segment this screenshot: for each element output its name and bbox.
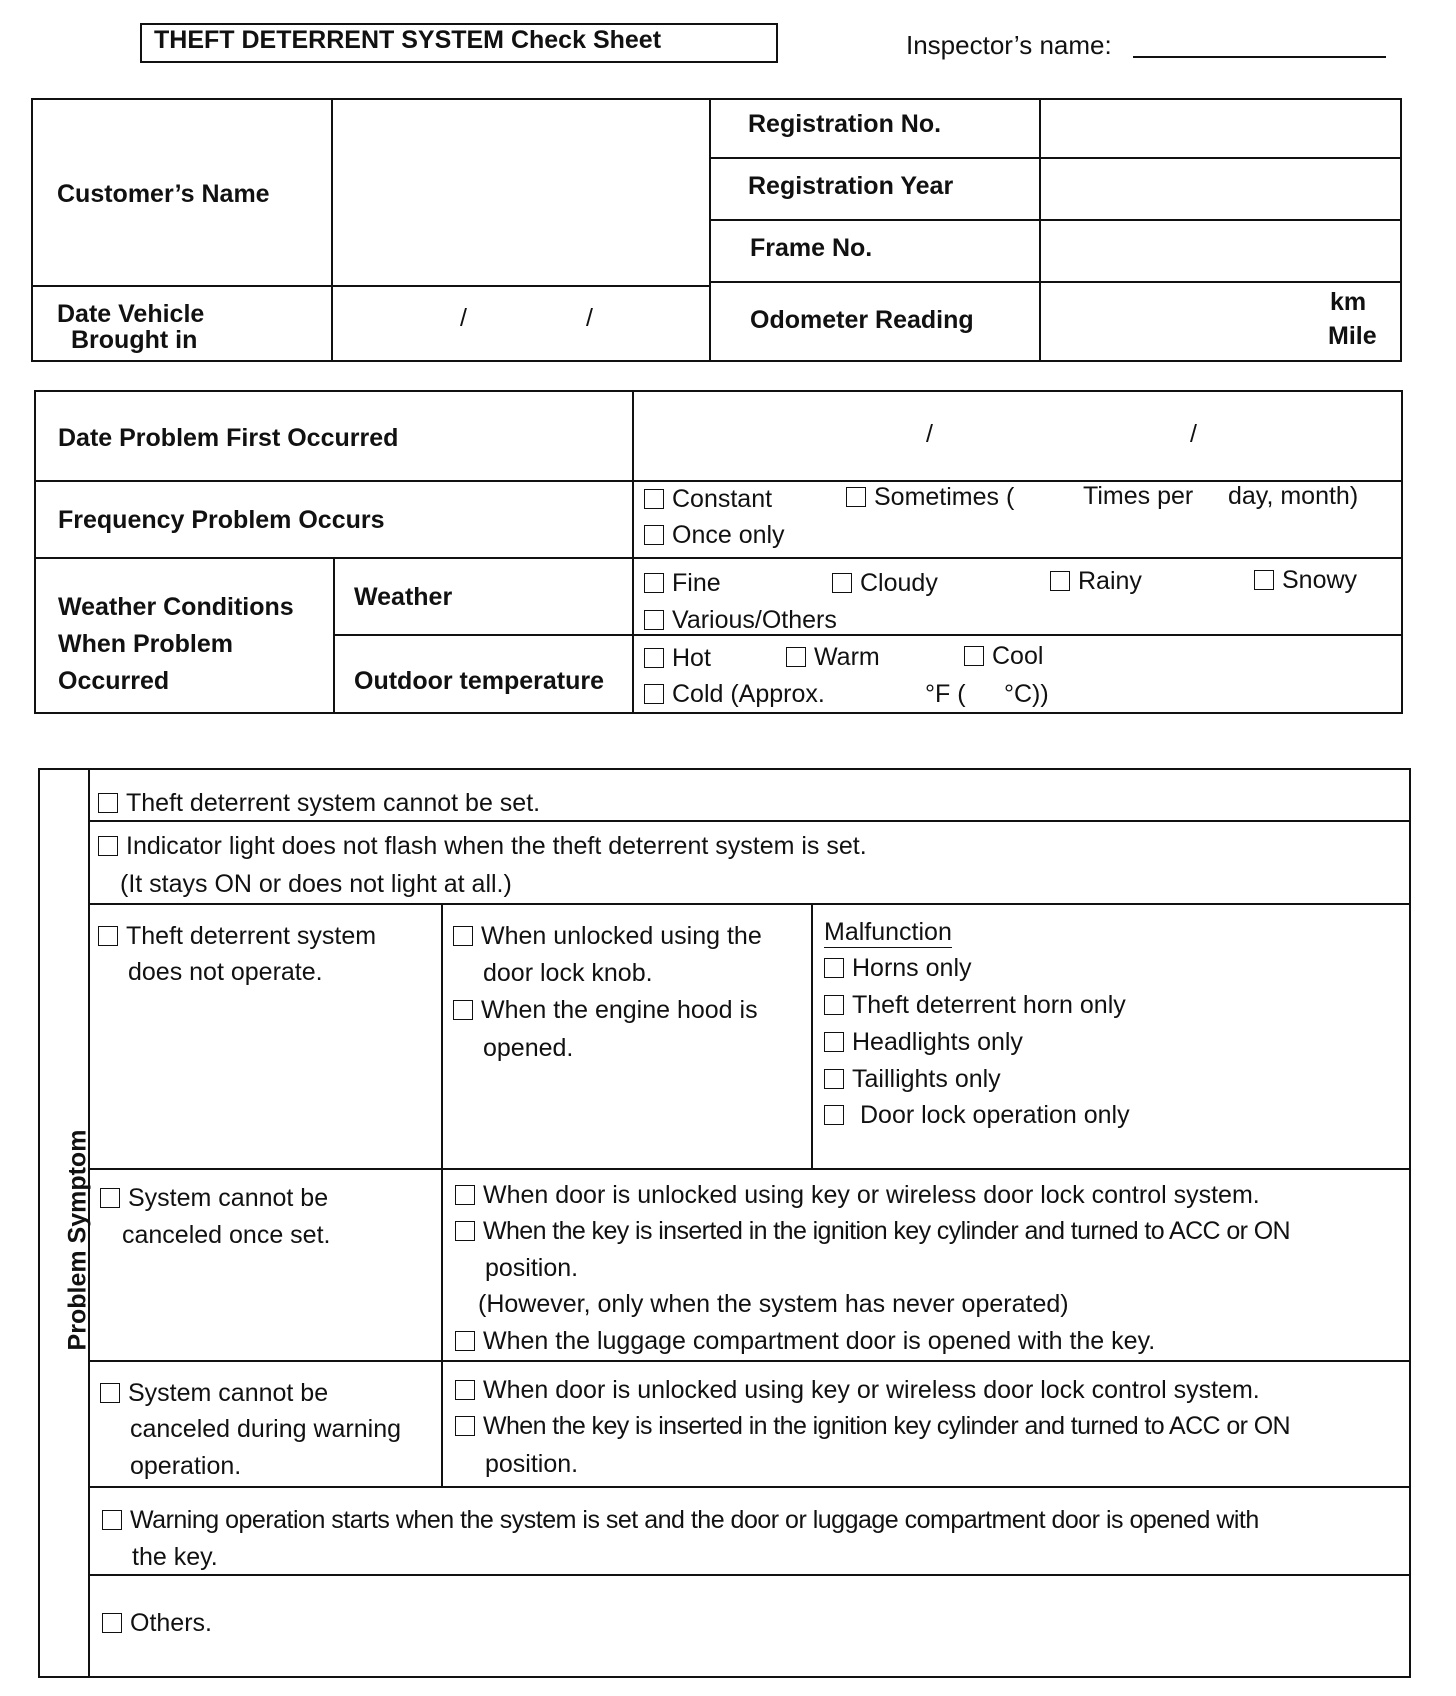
warning-starts-option[interactable] (102, 1502, 1259, 1538)
checkbox[interactable] (100, 1188, 120, 1208)
weather-label: Weather (354, 583, 453, 611)
checkbox[interactable] (453, 926, 473, 946)
malfunction-door-lock-option[interactable] (824, 1097, 1130, 1133)
weather-conditions-label-3: Occurred (58, 667, 170, 695)
option-label: When door is unlocked using key or wireless door lock control system. (483, 1376, 1260, 1404)
registration-no-label: Registration No. (748, 110, 942, 138)
date-separator: / (926, 420, 933, 448)
others-option[interactable] (102, 1605, 212, 1641)
malfunction-title (824, 914, 952, 950)
checkbox[interactable] (964, 646, 984, 666)
checkbox[interactable] (455, 1416, 475, 1436)
option-label: Others. (130, 1609, 212, 1637)
page-title: THEFT DETERRENT SYSTEM Check Sheet (154, 26, 662, 54)
cancel-warning-label-2: canceled during warning (130, 1415, 402, 1443)
temp-cold-option[interactable] (644, 676, 825, 712)
checkbox[interactable] (100, 1383, 120, 1403)
warn-position-text: position. (485, 1450, 579, 1478)
option-label: Fine (672, 569, 721, 597)
position-text: position. (485, 1254, 579, 1282)
checkbox[interactable] (98, 836, 118, 856)
checkbox[interactable] (832, 573, 852, 593)
checkbox[interactable] (453, 1000, 473, 1020)
frequency-constant-option[interactable] (644, 481, 772, 517)
checkbox[interactable] (846, 487, 866, 507)
frequency-label: Frequency Problem Occurs (58, 506, 385, 534)
date-first-occurred-label: Date Problem First Occurred (58, 424, 399, 452)
cancel-once-label-2: canceled once set. (122, 1221, 331, 1249)
frequency-times-per: Times per (1083, 482, 1194, 510)
problem-symptom-label: Problem Symptom (63, 1129, 92, 1351)
option-label: Snowy (1282, 566, 1358, 594)
option-label: Various/Others (672, 606, 837, 634)
not-operate-option[interactable] (98, 918, 376, 954)
weather-cloudy-option[interactable] (832, 565, 938, 601)
door-unlocked-key-option[interactable] (455, 1177, 1260, 1213)
checkbox[interactable] (824, 1069, 844, 1089)
temp-warm-option[interactable] (786, 639, 880, 675)
indicator-option[interactable] (98, 828, 867, 864)
date-separator: / (1190, 420, 1197, 448)
warn-door-unlocked-key-option[interactable] (455, 1372, 1260, 1408)
malfunction-horns-option[interactable] (824, 950, 972, 986)
option-label: When the key is inserted in the ignition key cylinder and turned to ACC or ON (483, 1412, 1291, 1440)
checkbox[interactable] (824, 1105, 844, 1125)
inspector-name-label: Inspector’s name: (906, 30, 1112, 60)
option-label: Hot (672, 644, 711, 672)
odometer-unit-mile: Mile (1328, 322, 1377, 350)
checkbox[interactable] (644, 684, 664, 704)
checkbox[interactable] (1050, 571, 1070, 591)
checkbox[interactable] (644, 489, 664, 509)
option-label: When unlocked using the (481, 922, 762, 950)
weather-fine-option[interactable] (644, 565, 721, 601)
checkbox[interactable] (644, 525, 664, 545)
checkbox[interactable] (98, 926, 118, 946)
frequency-sometimes-option[interactable] (846, 479, 1014, 515)
unlock-knob-option[interactable] (453, 918, 762, 954)
checkbox[interactable] (455, 1221, 475, 1241)
checkbox[interactable] (824, 995, 844, 1015)
option-label: Theft deterrent system (126, 922, 377, 950)
malfunction-title-text: Malfunction (824, 918, 952, 946)
warning-starts-label-2: the key. (132, 1543, 218, 1571)
option-label: Rainy (1078, 567, 1142, 595)
warn-key-inserted-option[interactable] (455, 1408, 1290, 1444)
weather-rainy-option[interactable] (1050, 563, 1142, 599)
option-label: Warning operation starts when the system is set and the door or luggage compartment door is opened with (130, 1506, 1259, 1534)
checkbox[interactable] (455, 1380, 475, 1400)
date-separator: / (460, 304, 467, 332)
frequency-once-option[interactable] (644, 517, 785, 553)
option-label: Cloudy (860, 569, 938, 597)
option-label: Sometimes ( (874, 483, 1015, 511)
date-brought-label-2: Brought in (71, 326, 198, 354)
engine-hood-label-2: opened. (483, 1034, 574, 1062)
frequency-day-month: day, month) (1228, 482, 1359, 510)
cancel-warning-option[interactable] (100, 1375, 328, 1411)
option-label: When the luggage compartment door is opened with the key. (483, 1327, 1156, 1355)
customer-name-label: Customer’s Name (57, 180, 270, 208)
malfunction-theft-horn-option[interactable] (824, 987, 1126, 1023)
option-label: When the key is inserted in the ignition key cylinder and turned to ACC or ON (483, 1217, 1291, 1245)
option-label: Horns only (852, 954, 972, 982)
checkbox[interactable] (786, 647, 806, 667)
registration-year-label: Registration Year (748, 172, 954, 200)
option-label: Theft deterrent system cannot be set. (126, 789, 541, 817)
odometer-reading-label: Odometer Reading (750, 306, 974, 334)
checkbox[interactable] (1254, 570, 1274, 590)
frame-no-label: Frame No. (750, 234, 873, 262)
option-label: Taillights only (852, 1065, 1001, 1093)
option-label: System cannot be (128, 1379, 329, 1407)
not-operate-label-2: does not operate. (128, 958, 323, 986)
engine-hood-option[interactable] (453, 992, 758, 1028)
option-label: When door is unlocked using key or wireless door lock control system. (483, 1181, 1260, 1209)
weather-snowy-option[interactable] (1254, 562, 1357, 598)
however-note: (However, only when the system has never operated) (478, 1290, 1069, 1318)
checkbox[interactable] (455, 1331, 475, 1351)
temp-hot-option[interactable] (644, 640, 711, 676)
cannot-set-option[interactable] (98, 785, 540, 821)
option-label: Cool (992, 642, 1044, 670)
option-label: Cold (Approx. (672, 680, 825, 708)
checkbox[interactable] (102, 1510, 122, 1530)
checkbox[interactable] (644, 573, 664, 593)
checkbox[interactable] (102, 1613, 122, 1633)
option-label: System cannot be (128, 1184, 329, 1212)
option-label: Constant (672, 485, 773, 513)
temp-celsius: °C)) (1004, 680, 1049, 708)
checkbox[interactable] (824, 958, 844, 978)
date-brought-label-1: Date Vehicle (57, 300, 205, 328)
checkbox[interactable] (644, 648, 664, 668)
checkbox[interactable] (644, 610, 664, 630)
weather-conditions-label-1: Weather Conditions (58, 593, 294, 621)
checkbox[interactable] (98, 793, 118, 813)
option-label: Once only (672, 521, 785, 549)
cancel-once-option[interactable] (100, 1180, 328, 1216)
indicator-note: (It stays ON or does not light at all.) (120, 870, 512, 898)
option-label: When the engine hood is (481, 996, 758, 1024)
checkbox[interactable] (824, 1032, 844, 1052)
temp-fahrenheit: °F ( (925, 680, 966, 708)
luggage-key-option[interactable] (455, 1323, 1155, 1359)
customer-name-field[interactable] (335, 102, 705, 282)
key-inserted-option[interactable] (455, 1213, 1290, 1249)
malfunction-headlights-option[interactable] (824, 1024, 1023, 1060)
cancel-warning-label-3: operation. (130, 1452, 242, 1480)
inspector-name-field[interactable] (1133, 56, 1386, 58)
unlock-knob-label-2: door lock knob. (483, 959, 653, 987)
option-label: Headlights only (852, 1028, 1023, 1056)
option-label: Warm (814, 643, 880, 671)
odometer-unit-km: km (1330, 288, 1367, 316)
malfunction-taillights-option[interactable] (824, 1061, 1001, 1097)
temp-cool-option[interactable] (964, 638, 1043, 674)
option-label: Indicator light does not flash when the theft deterrent system is set. (126, 832, 867, 860)
checkbox[interactable] (455, 1185, 475, 1205)
weather-conditions-label-2: When Problem (58, 630, 234, 658)
date-separator: / (586, 304, 593, 332)
outdoor-temperature-label: Outdoor temperature (354, 667, 605, 695)
option-label: Theft deterrent horn only (852, 991, 1126, 1019)
weather-various-option[interactable] (644, 602, 837, 638)
option-label: Door lock operation only (860, 1101, 1130, 1129)
